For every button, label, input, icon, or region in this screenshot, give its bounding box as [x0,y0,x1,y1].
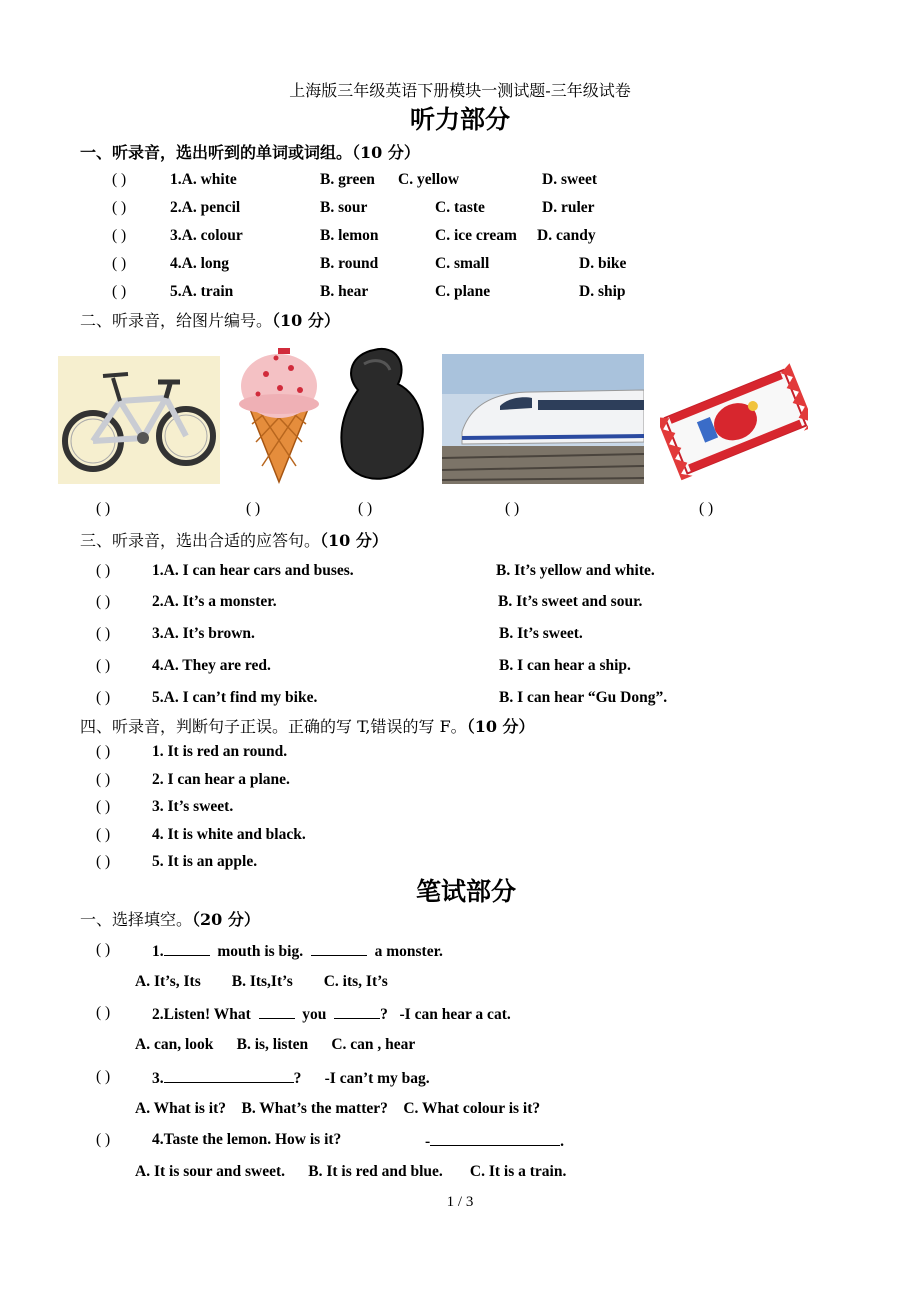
response-5-b: B. I can hear “Gu Dong”. [499,689,668,706]
bean-icon [334,344,428,484]
answer-paren[interactable]: ( ) [96,1131,111,1148]
picture-2-paren[interactable]: ( ) [246,500,261,517]
question-5: 5.A. train [170,283,234,300]
answer-paren[interactable]: ( ) [96,593,111,610]
blank-line[interactable] [430,1131,560,1146]
statement-1: 1. It is red an round. [152,743,288,760]
response-2-b: B. It’s sweet and sour. [498,593,643,610]
response-1-b: B. It’s yellow and white. [496,562,655,579]
fill-question-2: 2.Listen! What you ? -I can hear a cat. [152,1006,511,1023]
option-d: D. ruler [542,199,595,216]
fill-question-2-options: A. can, look B. is, listen C. can , hear [135,1036,416,1053]
fill-question-3-options: A. What is it? B. What’s the matter? C. What colour is it? [135,1100,541,1117]
picture-5-paren[interactable]: ( ) [699,500,714,517]
answer-paren[interactable]: ( ) [96,941,111,958]
response-4-b: B. I can hear a ship. [499,657,631,674]
option-c: C. small [435,255,490,272]
option-b: B. round [320,255,379,272]
blank-line[interactable] [164,1068,294,1083]
response-3-b: B. It’s sweet. [499,625,583,642]
picture-3-paren[interactable]: ( ) [358,500,373,517]
question-3: 3.A. colour [170,227,243,244]
train-icon [442,354,644,484]
section-3-title: 三、听录音，选出合适的应答句。（10 分） [80,531,388,550]
statement-4: 4. It is white and black. [152,826,306,843]
ice-cream-icon [236,346,322,484]
answer-paren[interactable]: ( ) [96,562,111,579]
writing-section-1-title: 一、选择填空。（20 分） [80,910,260,929]
section-2-title: 二、听录音，给图片编号。（10 分） [80,311,340,330]
option-d: D. candy [537,227,596,244]
answer-paren[interactable]: ( ) [112,171,127,188]
question-2: 2.A. pencil [170,199,241,216]
response-3-a: 3.A. It’s brown. [152,625,255,642]
answer-paren[interactable]: ( ) [112,199,127,216]
answer-paren[interactable]: ( ) [112,283,127,300]
answer-paren[interactable]: ( ) [96,1068,111,1085]
blank-line[interactable] [259,1004,295,1019]
answer-paren[interactable]: ( ) [96,798,111,815]
picture-4-paren[interactable]: ( ) [505,500,520,517]
fill-question-1-options: A. It’s, Its B. Its,It’s C. its, It’s [135,973,388,990]
option-b: B. hear [320,283,369,300]
option-b: B. lemon [320,227,379,244]
blank-line[interactable] [164,941,210,956]
section-4-title: 四、听录音，判断句子正误。正确的写 T,错误的写 F。（10 分） [80,717,535,736]
picture-1-paren[interactable]: ( ) [96,500,111,517]
blank-line[interactable] [334,1004,380,1019]
listening-heading: 听力部分 [409,105,510,134]
bike-icon [58,356,220,484]
answer-paren[interactable]: ( ) [96,743,111,760]
option-c: C. yellow [398,171,460,188]
fill-question-3: 3. ? -I can’t my bag. [152,1070,430,1087]
section-1-title: 一、听录音，选出听到的单词或词组。（10 分） [80,143,420,162]
response-1-a: 1.A. I can hear cars and buses. [152,562,354,579]
fill-question-4-answer: - . [425,1133,565,1150]
answer-paren[interactable]: ( ) [112,227,127,244]
statement-2: 2. I can hear a plane. [152,771,290,788]
answer-paren[interactable]: ( ) [96,853,111,870]
document-title: 上海版三年级英语下册模块一测试题-三年级试卷 [289,81,631,100]
answer-paren[interactable]: ( ) [96,1004,111,1021]
statement-5: 5. It is an apple. [152,853,258,870]
answer-paren[interactable]: ( ) [96,657,111,674]
option-d: D. ship [579,283,626,300]
answer-paren[interactable]: ( ) [96,826,111,843]
response-2-a: 2.A. It’s a monster. [152,593,277,610]
blank-line[interactable] [311,941,367,956]
option-d: D. bike [579,255,627,272]
response-4-a: 4.A. They are red. [152,657,271,674]
answer-paren[interactable]: ( ) [96,625,111,642]
writing-heading: 笔试部分 [415,877,516,906]
page-number: 1 / 3 [446,1194,474,1210]
answer-paren[interactable]: ( ) [112,255,127,272]
question-1: 1.A. white [170,171,237,188]
option-b: B. sour [320,199,368,216]
fill-question-4-options: A. It is sour and sweet. B. It is red and blue. C. It is a train. [135,1163,567,1180]
statement-3: 3. It’s sweet. [152,798,234,815]
response-5-a: 5.A. I can’t find my bike. [152,689,318,706]
candy-icon [660,352,808,484]
option-d: D. sweet [542,171,598,188]
option-c: C. taste [435,199,485,216]
option-c: C. ice cream [435,227,517,244]
fill-question-1: 1. mouth is big. a monster. [152,943,443,960]
option-c: C. plane [435,283,491,300]
answer-paren[interactable]: ( ) [96,771,111,788]
answer-paren[interactable]: ( ) [96,689,111,706]
option-b: B. green [320,171,375,188]
fill-question-4: 4.Taste the lemon. How is it? [152,1131,342,1148]
question-4: 4.A. long [170,255,229,272]
